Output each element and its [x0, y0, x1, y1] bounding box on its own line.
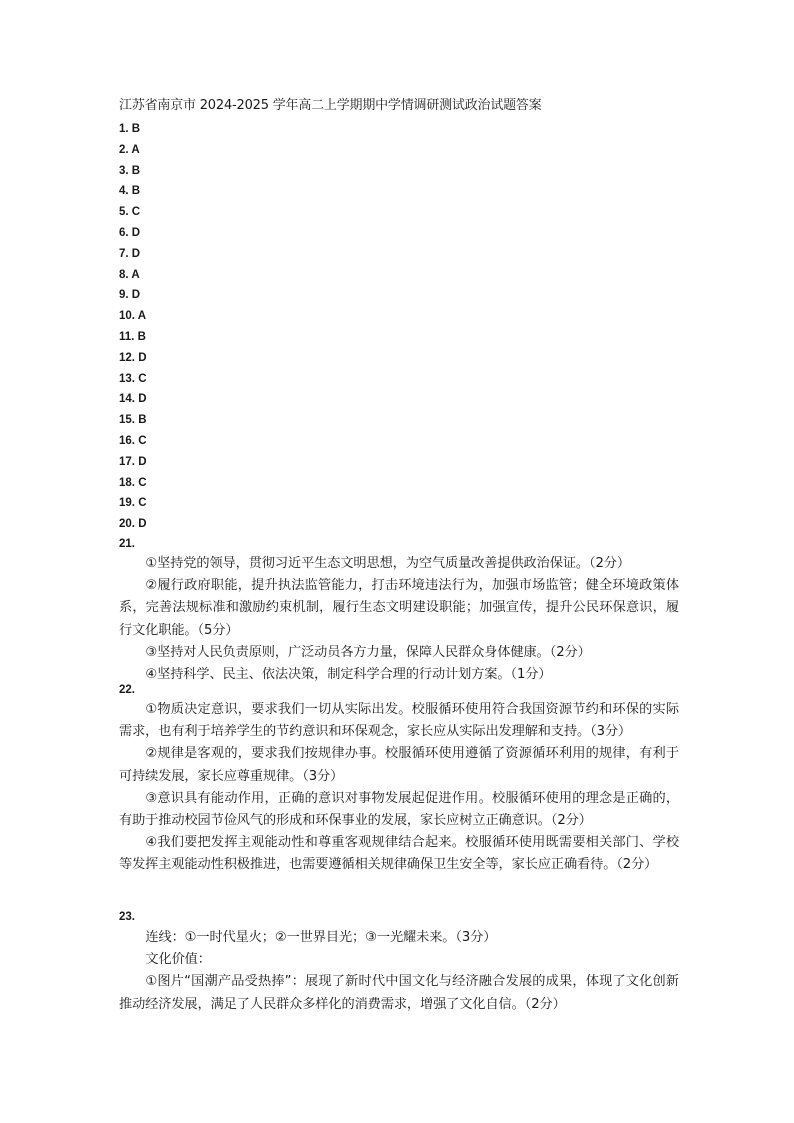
answer-separator: . [125, 143, 132, 156]
answer-separator: . [131, 310, 138, 323]
question-22-point-3: ③意识具有能动作用，正确的意识对事物发展起促进作用。校服循环使用的理念是正确的，有助于推动校园节俭风气的形成和环保事业的发展，家长应树立正确意识。（2分） [119, 790, 679, 829]
answer-number: 19 [119, 497, 132, 510]
answer-number: 12 [119, 351, 132, 364]
answer-letter: B [138, 414, 147, 427]
answer-separator: . [125, 268, 132, 281]
question-21-answer [119, 553, 679, 686]
answer-item [119, 181, 319, 202]
answer-separator: . [125, 185, 132, 198]
answer-separator: . [131, 497, 139, 510]
answer-letter: C [138, 497, 147, 510]
answer-separator: . [125, 164, 132, 177]
answer-letter: C [138, 434, 147, 447]
answer-separator: . [131, 434, 139, 447]
question-22-point-4: ④我们要把发挥主观能动性和尊重客观规律结合起来。校服循环使用既需要相关部门、学校等发挥主观能动性积极推进，也需要遵循相关规律确保卫生安全等，家长应正确看待。（2分） [119, 835, 679, 873]
answer-item [119, 389, 319, 410]
answer-separator: . [125, 206, 132, 219]
answer-item [119, 431, 319, 452]
question-22-point-2: ②规律是客观的，要求我们按规律办事。校服循环使用遵循了资源循环利用的规律，有利于可持续发展，家长应尊重规律。（3分） [119, 746, 679, 784]
answer-number: 6 [119, 226, 126, 239]
answer-letter: D [138, 351, 147, 364]
answer-letter: B [137, 330, 146, 343]
answer-letter: D [131, 289, 141, 302]
answer-item [119, 161, 319, 182]
answer-letter: D [131, 247, 141, 260]
question-22-point-1: ①物质决定意识，要求我们一切从实际出发。校服循环使用符合我国资源节约和环保的实际需求，也有利于培养学生的节约意识和环保观念，家长应从实际出发理解和支持。（3分） [119, 702, 679, 740]
answer-item [119, 514, 319, 535]
question-21-label: 21. [119, 538, 135, 550]
answer-number: 9 [119, 289, 126, 302]
answer-item [119, 285, 319, 306]
answer-number: 15 [119, 414, 132, 427]
answer-number: 14 [119, 393, 132, 406]
answer-number: 8 [119, 268, 126, 281]
answer-item [119, 223, 319, 244]
answer-number: 17 [119, 455, 132, 468]
answer-separator: . [131, 518, 139, 531]
answer-letter: D [138, 455, 147, 468]
question-21-point-2: ②履行政府职能，提升执法监管能力，打击环境违法行为，加强市场监管；健全环境政策体系，完善法规标准和激励约束机制，履行生态文明建设职能；加强宣传，提升公民环保意识，履行文化职能。（5分） [119, 578, 679, 638]
answer-item [119, 265, 319, 286]
answer-number: 13 [119, 372, 132, 385]
answer-separator: . [131, 476, 139, 489]
question-23-label: 23. [119, 911, 135, 923]
answer-number: 4 [119, 185, 126, 198]
answer-letter: D [138, 518, 147, 531]
answer-item [119, 369, 319, 390]
answer-separator: . [131, 455, 139, 468]
answer-letter: A [131, 143, 140, 156]
answer-letter: C [138, 476, 147, 489]
answer-item [119, 244, 319, 265]
answer-number: 20 [119, 518, 132, 531]
answer-item [119, 493, 319, 514]
answer-number: 3 [119, 164, 126, 177]
answer-item [119, 119, 319, 140]
answer-letter: A [137, 310, 147, 323]
answer-number: 11 [119, 330, 132, 343]
question-23-matching: 连线：①一时代星火；②一世界目光；③一光耀未来。（3分） [145, 930, 497, 945]
answer-number: 16 [119, 434, 132, 447]
answer-separator: . [125, 226, 132, 239]
answer-letter: C [138, 372, 147, 385]
answer-item [119, 473, 319, 494]
answer-item [119, 410, 319, 431]
answer-separator: . [131, 372, 139, 385]
answer-number: 5 [119, 206, 126, 219]
question-23-answer [119, 927, 679, 1016]
answer-item [119, 202, 319, 223]
question-22-label: 22. [119, 684, 135, 696]
question-21-point-4: ④坚持科学、民主、依法决策，制定科学合理的行动计划方案。（1分） [145, 667, 552, 683]
answer-letter: B [131, 185, 141, 198]
answer-letter: A [131, 268, 140, 281]
answer-letter: B [131, 123, 141, 135]
answer-separator: . [125, 247, 132, 260]
answer-separator: . [125, 123, 132, 135]
question-23-subheading: 文化价值： [145, 952, 211, 968]
answer-item [119, 306, 319, 327]
answer-item [119, 348, 319, 369]
answer-number: 10 [119, 310, 132, 323]
answer-separator: . [131, 330, 138, 343]
answer-number: 18 [119, 476, 132, 489]
answer-letter: B [131, 164, 141, 177]
question-23-point-1: ①图片“国潮产品受热捧”：展现了新时代中国文化与经济融合发展的成果，体现了文化创新推动经济发展，满足了人民群众多样化的消费需求，增强了文化自信。（2分） [119, 974, 679, 1012]
answer-item [119, 140, 319, 161]
answer-letter: D [131, 226, 141, 239]
answer-separator: . [131, 393, 139, 406]
answer-number: 2 [119, 143, 126, 156]
question-22-answer [119, 699, 679, 877]
answer-separator: . [131, 351, 139, 364]
answer-letter: D [138, 393, 147, 406]
document-title: 江苏省南京市 2024-2025 学年高二上学期期中学情调研测试政治试题答案 [119, 98, 542, 113]
answer-number: 7 [119, 247, 126, 260]
question-21-point-1: ①坚持党的领导，贯彻习近平生态文明思想，为空气质量改善提供政治保证。（2分） [145, 556, 630, 571]
answer-separator: . [125, 289, 132, 302]
question-21-point-3: ③坚持对人民负责原则，广泛动员各方力量，保障人民群众身体健康。（2分） [145, 644, 591, 660]
multiple-choice-answer-list [119, 119, 319, 535]
answer-separator: . [131, 414, 139, 427]
answer-number: 1 [119, 123, 126, 135]
answer-letter: C [131, 206, 141, 219]
answer-item [119, 452, 319, 473]
answer-item [119, 327, 319, 348]
